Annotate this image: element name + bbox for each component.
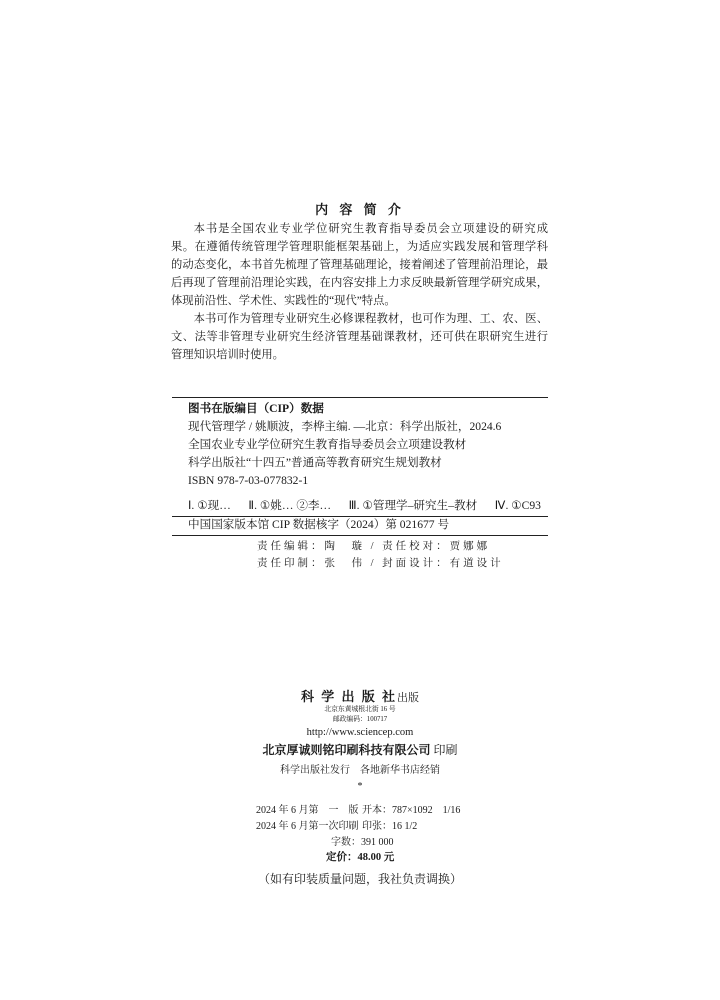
text-line: 管理知识培训时使用。 (171, 349, 284, 361)
text-line: 文、法等非管理专业研究生经济管理基础课教材，还可供在职研究生进行 (171, 331, 548, 343)
cip-record-number: 中国国家版本馆 CIP 数据核字（2024）第 021677 号 (188, 518, 450, 531)
price: 定价：48.00 元 (326, 852, 395, 863)
printer-suffix: 印刷 (433, 743, 458, 757)
publisher-postcode: 邮政编码：100717 (332, 716, 388, 723)
cip-bottom-rule (172, 535, 548, 536)
edition-info: 2024 年 6 月第 一 版 (256, 805, 359, 816)
production-credit: 责任印制：张 伟 / 封面设计：有道设计 (257, 558, 504, 569)
intro-paragraph (171, 220, 548, 310)
cip-series-line: 科学出版社“十四五”普通高等教育研究生规划教材 (188, 456, 442, 469)
intro-text (171, 220, 548, 364)
sheets-info: 印张：16 1/2 (362, 821, 418, 832)
quality-notice: （如有印装质量问题，我社负责调换） (257, 872, 462, 886)
separator-asterisk: * (357, 781, 363, 792)
publisher-line (0, 689, 720, 706)
word-count: 字数：391 000 (331, 837, 394, 848)
cip-isbn: ISBN 978-7-03-077832-1 (188, 474, 309, 487)
cip-entry (188, 418, 501, 490)
text-line: 果。在遵循传统管理学管理职能框架基础上，为适应实践发展和管理学科 (171, 241, 548, 253)
publisher-website: http://www.sciencep.com (306, 727, 414, 738)
editor-credit: 责任编辑：陶 璇 / 责任校对：贾娜娜 (257, 541, 491, 552)
text-line: 后再现了管理前沿理论实践，在内容安排上力求反映最新管理学研究成果， (171, 277, 548, 289)
publisher-address: 北京东黄城根北街 16 号 (324, 706, 396, 713)
classification-item: Ⅱ. ①姚… ②李… (248, 499, 332, 512)
classification-item: Ⅲ. ①管理学–研究生–教材 (348, 499, 478, 512)
cip-classification (188, 498, 541, 514)
printer-line (0, 742, 720, 758)
distribution-line: 科学出版社发行 各地新华书店经销 (280, 765, 440, 776)
classification-item: Ⅳ. ①C93 (494, 499, 541, 512)
cip-heading: 图书在版编目（CIP）数据 (188, 402, 324, 415)
publisher-suffix: 出版 (397, 692, 419, 704)
classification-item: Ⅰ. ①现… (188, 499, 231, 512)
publisher-name: 科 学 出 版 社 (300, 689, 397, 704)
format-info: 开本：787×1092 1/16 (362, 805, 461, 816)
text-line: 体现前沿性、学术性、实践性的“现代”特点。 (171, 295, 396, 307)
printer-name: 北京厚诚则铭印刷科技有限公司 (262, 743, 431, 757)
text-line: 的动态变化，本书首先梳理了管理基础理论，接着阐述了管理前沿理论，最 (171, 259, 548, 271)
cip-top-rule (172, 397, 548, 398)
printing-info: 2024 年 6 月第一次印刷 (256, 821, 359, 832)
text-line: 本书可作为管理专业研究生必修课程教材，也可作为理、工、农、医、 (193, 313, 548, 325)
section-title: 内 容 简 介 (315, 202, 405, 217)
cip-series-line: 全国农业专业学位研究生教育指导委员会立项建设教材 (188, 438, 467, 451)
text-line: 本书是全国农业专业学位研究生教育指导委员会立项建设的研究成 (193, 223, 548, 235)
intro-paragraph (171, 310, 548, 364)
cip-title-line: 现代管理学 / 姚顺波，李桦主编. —北京：科学出版社，2024.6 (188, 420, 502, 433)
